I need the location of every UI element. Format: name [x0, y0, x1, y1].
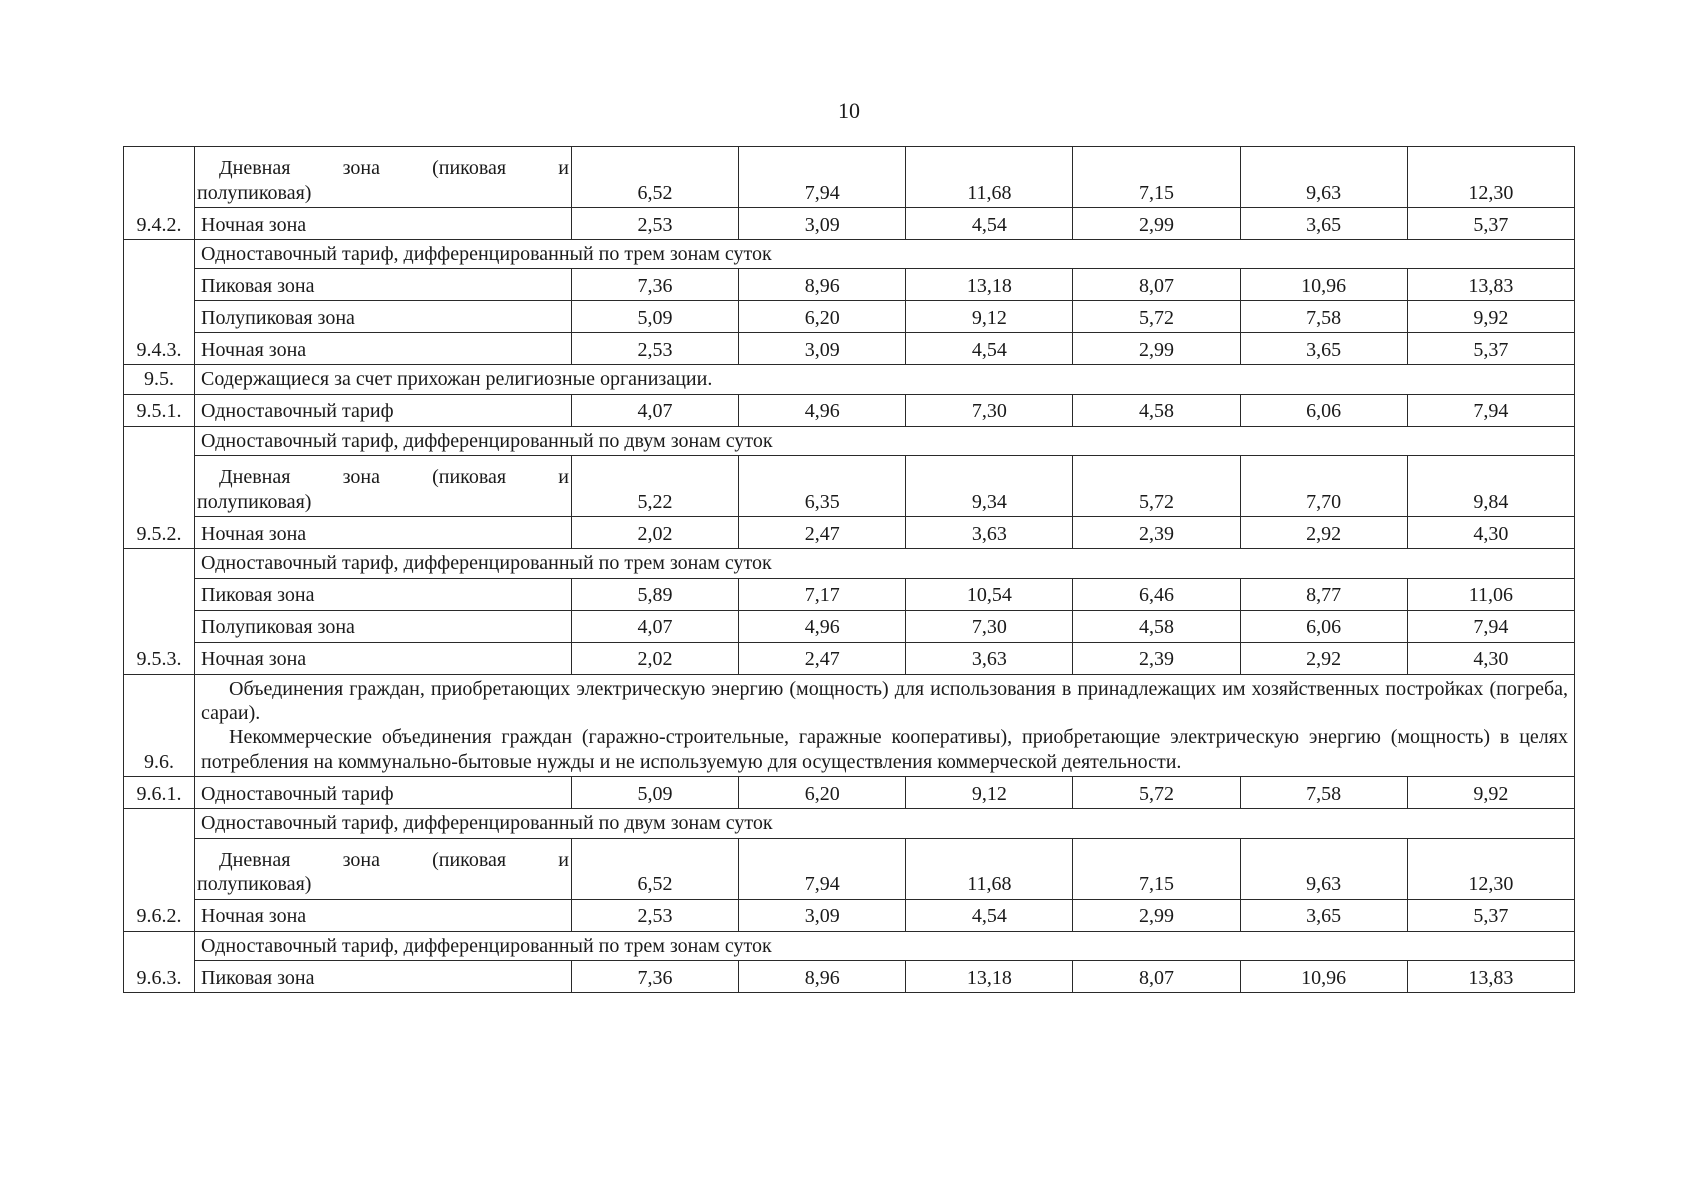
zone-label-line: Дневная зона (пиковая и [219, 466, 569, 489]
zone-label: Пиковая зона [195, 269, 572, 301]
table-row [124, 269, 1575, 301]
table-row [124, 838, 1575, 899]
tariff-value: 7,36 [571, 269, 738, 301]
tariff-value: 2,47 [739, 642, 906, 674]
tariff-value: 9,92 [1407, 777, 1574, 809]
zone-label-continuation: полупиковая) [197, 873, 312, 896]
tariff-value: 5,09 [571, 777, 738, 809]
row-code: 9.6.2. [124, 809, 195, 931]
table-row [124, 931, 1575, 960]
tariff-value: 10,96 [1240, 269, 1407, 301]
zone-label: Полупиковая зона [195, 610, 572, 642]
table-row [124, 809, 1575, 838]
tariff-value: 4,07 [571, 394, 738, 426]
tariff-value: 3,65 [1240, 208, 1407, 240]
tariff-value: 7,15 [1073, 147, 1240, 208]
tariff-value: 6,06 [1240, 610, 1407, 642]
table-row [124, 549, 1575, 578]
tariff-value: 3,65 [1240, 899, 1407, 931]
tariff-value: 13,83 [1407, 269, 1574, 301]
section-label: Одноставочный тариф, дифференцированный по двум зонам суток [195, 809, 1575, 838]
tariff-value: 13,18 [906, 269, 1073, 301]
zone-label-line: Дневная зона (пиковая и [219, 848, 569, 871]
zone-label: Ночная зона [195, 208, 572, 240]
tariff-value: 7,94 [739, 838, 906, 899]
tariff-value: 3,09 [739, 333, 906, 365]
tariff-value: 6,20 [739, 301, 906, 333]
tariff-value: 7,58 [1240, 301, 1407, 333]
tariff-value: 6,35 [739, 456, 906, 517]
zone-label [195, 456, 572, 517]
tariff-value: 5,72 [1073, 301, 1240, 333]
tariff-value: 12,30 [1407, 147, 1574, 208]
description-paragraph: Некоммерческие объединения граждан (гаражно-строительные, гаражные кооперативы), приобретающие электрическую энергию (мощность) в целях потребления на коммунально-бытовые нужды и не используемую для осуществления коммерческой деятельности. [201, 726, 1568, 773]
table-row [124, 642, 1575, 674]
zone-label [195, 838, 572, 899]
tariff-value: 6,52 [571, 147, 738, 208]
section-label: Одноставочный тариф, дифференцированный по трем зонам суток [195, 240, 1575, 269]
tariff-value: 3,09 [739, 899, 906, 931]
table-row [124, 240, 1575, 269]
tariff-value: 4,54 [906, 899, 1073, 931]
zone-label: Ночная зона [195, 517, 572, 549]
tariff-value: 13,83 [1407, 960, 1574, 992]
tariff-value: 9,63 [1240, 147, 1407, 208]
table-row [124, 456, 1575, 517]
tariff-value: 4,58 [1073, 610, 1240, 642]
category-description [195, 674, 1575, 777]
tariff-value: 5,22 [571, 456, 738, 517]
tariff-value: 2,92 [1240, 517, 1407, 549]
tariff-value: 4,58 [1073, 394, 1240, 426]
tariff-value: 11,68 [906, 838, 1073, 899]
section-label: Одноставочный тариф, дифференцированный по двум зонам суток [195, 426, 1575, 455]
tariff-value: 6,06 [1240, 394, 1407, 426]
tariff-value: 9,84 [1407, 456, 1574, 517]
tariff-value: 2,53 [571, 333, 738, 365]
tariff-value: 8,07 [1073, 960, 1240, 992]
tariff-value: 5,37 [1407, 208, 1574, 240]
tariff-value: 9,63 [1240, 838, 1407, 899]
table-row [124, 147, 1575, 208]
zone-label: Одноставочный тариф [195, 394, 572, 426]
tariff-value: 13,18 [906, 960, 1073, 992]
table-row [124, 610, 1575, 642]
zone-label: Одноставочный тариф [195, 777, 572, 809]
zone-label: Ночная зона [195, 642, 572, 674]
tariff-value: 7,70 [1240, 456, 1407, 517]
row-code: 9.6.3. [124, 931, 195, 992]
table-row [124, 578, 1575, 610]
tariff-value: 9,12 [906, 301, 1073, 333]
row-code: 9.5.1. [124, 394, 195, 426]
tariff-value: 5,89 [571, 578, 738, 610]
row-code: 9.5.2. [124, 426, 195, 548]
table-row [124, 899, 1575, 931]
row-code: 9.4.3. [124, 240, 195, 365]
tariff-value: 2,39 [1073, 642, 1240, 674]
tariff-value: 2,53 [571, 208, 738, 240]
tariff-value: 4,54 [906, 208, 1073, 240]
tariff-value: 8,96 [739, 269, 906, 301]
row-code: 9.5. [124, 365, 195, 394]
table-row [124, 365, 1575, 394]
zone-label: Ночная зона [195, 333, 572, 365]
tariff-value: 2,02 [571, 642, 738, 674]
tariff-value: 7,15 [1073, 838, 1240, 899]
tariff-value: 5,09 [571, 301, 738, 333]
section-label: Одноставочный тариф, дифференцированный по трем зонам суток [195, 931, 1575, 960]
tariff-value: 2,39 [1073, 517, 1240, 549]
zone-label-continuation: полупиковая) [197, 181, 312, 204]
zone-label: Пиковая зона [195, 578, 572, 610]
tariff-value: 3,63 [906, 642, 1073, 674]
page-number: 10 [838, 98, 860, 123]
tariff-value: 2,47 [739, 517, 906, 549]
table-row [124, 394, 1575, 426]
tariff-value: 7,94 [1407, 394, 1574, 426]
tariff-value: 7,36 [571, 960, 738, 992]
tariff-value: 10,96 [1240, 960, 1407, 992]
description-paragraph: Объединения граждан, приобретающих электрическую энергию (мощность) для использования в принадлежащих им хозяйственных постройках (погреба, сараи). [201, 677, 1568, 724]
row-code: 9.5.3. [124, 549, 195, 674]
tariff-value: 5,37 [1407, 899, 1574, 931]
tariff-value: 8,77 [1240, 578, 1407, 610]
tariff-value: 7,94 [1407, 610, 1574, 642]
table-row [124, 777, 1575, 809]
zone-label-continuation: полупиковая) [197, 490, 312, 513]
tariff-value: 2,92 [1240, 642, 1407, 674]
tariff-value: 6,46 [1073, 578, 1240, 610]
tariff-value: 5,72 [1073, 777, 1240, 809]
tariff-value: 11,06 [1407, 578, 1574, 610]
tariff-value: 2,99 [1073, 899, 1240, 931]
row-code: 9.4.2. [124, 147, 195, 240]
table-row [124, 333, 1575, 365]
zone-label-line: Дневная зона (пиковая и [219, 157, 569, 180]
tariff-value: 10,54 [906, 578, 1073, 610]
tariff-value: 2,53 [571, 899, 738, 931]
tariff-value: 3,09 [739, 208, 906, 240]
tariff-value: 4,54 [906, 333, 1073, 365]
table-row [124, 960, 1575, 992]
tariff-value: 9,12 [906, 777, 1073, 809]
tariff-table [123, 146, 1575, 993]
tariff-value: 3,63 [906, 517, 1073, 549]
tariff-value: 6,52 [571, 838, 738, 899]
tariff-value: 7,30 [906, 610, 1073, 642]
tariff-value: 5,72 [1073, 456, 1240, 517]
section-label: Одноставочный тариф, дифференцированный по трем зонам суток [195, 549, 1575, 578]
tariff-value: 2,99 [1073, 333, 1240, 365]
tariff-value: 4,07 [571, 610, 738, 642]
tariff-value: 7,58 [1240, 777, 1407, 809]
tariff-value: 3,65 [1240, 333, 1407, 365]
tariff-value: 4,96 [739, 610, 906, 642]
tariff-value: 4,96 [739, 394, 906, 426]
zone-label: Полупиковая зона [195, 301, 572, 333]
tariff-value: 2,02 [571, 517, 738, 549]
tariff-value: 7,30 [906, 394, 1073, 426]
zone-label: Пиковая зона [195, 960, 572, 992]
zone-label [195, 147, 572, 208]
table-row [124, 674, 1575, 777]
tariff-value: 11,68 [906, 147, 1073, 208]
table-row [124, 208, 1575, 240]
section-label: Содержащиеся за счет прихожан религиозные организации. [195, 365, 1575, 394]
tariff-value: 12,30 [1407, 838, 1574, 899]
table-row [124, 301, 1575, 333]
tariff-value: 8,96 [739, 960, 906, 992]
table-row [124, 426, 1575, 455]
tariff-value: 7,17 [739, 578, 906, 610]
tariff-value: 2,99 [1073, 208, 1240, 240]
tariff-value: 4,30 [1407, 642, 1574, 674]
tariff-value: 9,92 [1407, 301, 1574, 333]
zone-label: Ночная зона [195, 899, 572, 931]
row-code: 9.6. [124, 674, 195, 777]
tariff-value: 9,34 [906, 456, 1073, 517]
tariff-value: 7,94 [739, 147, 906, 208]
table-row [124, 517, 1575, 549]
tariff-value: 6,20 [739, 777, 906, 809]
tariff-value: 8,07 [1073, 269, 1240, 301]
tariff-value: 5,37 [1407, 333, 1574, 365]
row-code: 9.6.1. [124, 777, 195, 809]
tariff-value: 4,30 [1407, 517, 1574, 549]
